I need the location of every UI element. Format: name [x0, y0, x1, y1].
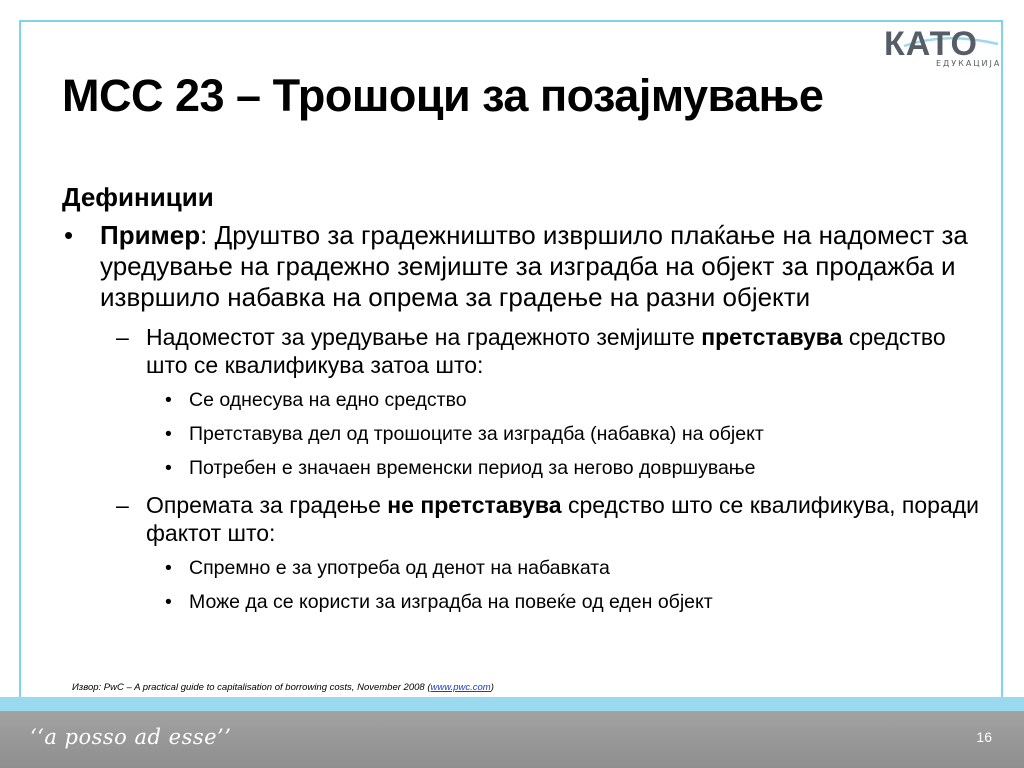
dash-icon: –	[116, 324, 129, 350]
section-heading: Дефиниции	[62, 182, 214, 212]
list-item-text: Претставува дел од трошоците за изградба (набавка) на објект	[189, 423, 764, 445]
bullet-dot-icon: •	[165, 423, 172, 445]
sub-bullet-text: средство што се квалификува, поради фактот што:	[146, 492, 980, 546]
source-link[interactable]: www.pwc.com	[430, 682, 491, 693]
source-text: Извор: PwC – A practical guide to capitalisation of borrowing costs, November 2008 (	[72, 682, 431, 693]
bullet-dot-icon: •	[165, 557, 172, 579]
footer-bar	[0, 711, 1024, 768]
slide-title: МСС 23 – Трошоци за позајмување	[62, 70, 824, 121]
bullet-dot-icon: •	[165, 591, 172, 613]
list-item	[62, 455, 982, 481]
sub-bullet-equipment	[62, 491, 982, 547]
page-number: 16	[976, 729, 992, 745]
list-item-text: Може да се користи за изградба на повеќе од еден објект	[189, 591, 713, 613]
bullet-example-text: : Друштво за градежништво извршило плаќање на надомест за уредување на градежно земјиште за изградба на објект за продажба и извршило набавка на опрема за градење на разни објекти	[100, 220, 968, 312]
list-item-text: Потребен е значаен временски период за негово довршување	[189, 457, 756, 479]
source-text-end: )	[490, 682, 494, 693]
kato-logo	[884, 26, 1004, 70]
bullet-example-label: Пример	[100, 220, 201, 250]
sub-bullet-text: средство што се квалификува затоа што:	[146, 324, 946, 378]
list-item-text: Спремно е за употреба од денот на набавката	[189, 557, 610, 579]
bullet-dot-icon: •	[64, 220, 74, 250]
sub-bullet-emphasis: претставува	[701, 324, 843, 350]
source-citation	[72, 682, 494, 693]
list-item-text: Се однесува на едно средство	[189, 389, 467, 411]
accent-strip	[0, 697, 1024, 711]
sub-bullet-text: Опремата за градење	[146, 492, 388, 518]
dash-icon: –	[116, 492, 129, 518]
bullet-dot-icon: •	[165, 389, 172, 411]
bullet-dot-icon: •	[165, 457, 172, 479]
list-item	[62, 387, 982, 413]
list-item	[62, 555, 982, 581]
footer-motto: ‘‘a posso ad esse’’	[30, 725, 232, 749]
list-item	[62, 589, 982, 615]
sub-bullet-emphasis: не претставува	[387, 492, 562, 518]
logo-text: КАТО	[884, 25, 978, 63]
sub-bullet-land-fee	[62, 323, 982, 379]
sub-bullet-text: Надоместот за уредување на градежното земјиште	[146, 324, 702, 350]
logo-subtext: ЕДУКАЦИЈА	[936, 59, 1002, 68]
slide-content	[62, 180, 982, 615]
list-item	[62, 421, 982, 447]
bullet-example	[62, 220, 982, 313]
